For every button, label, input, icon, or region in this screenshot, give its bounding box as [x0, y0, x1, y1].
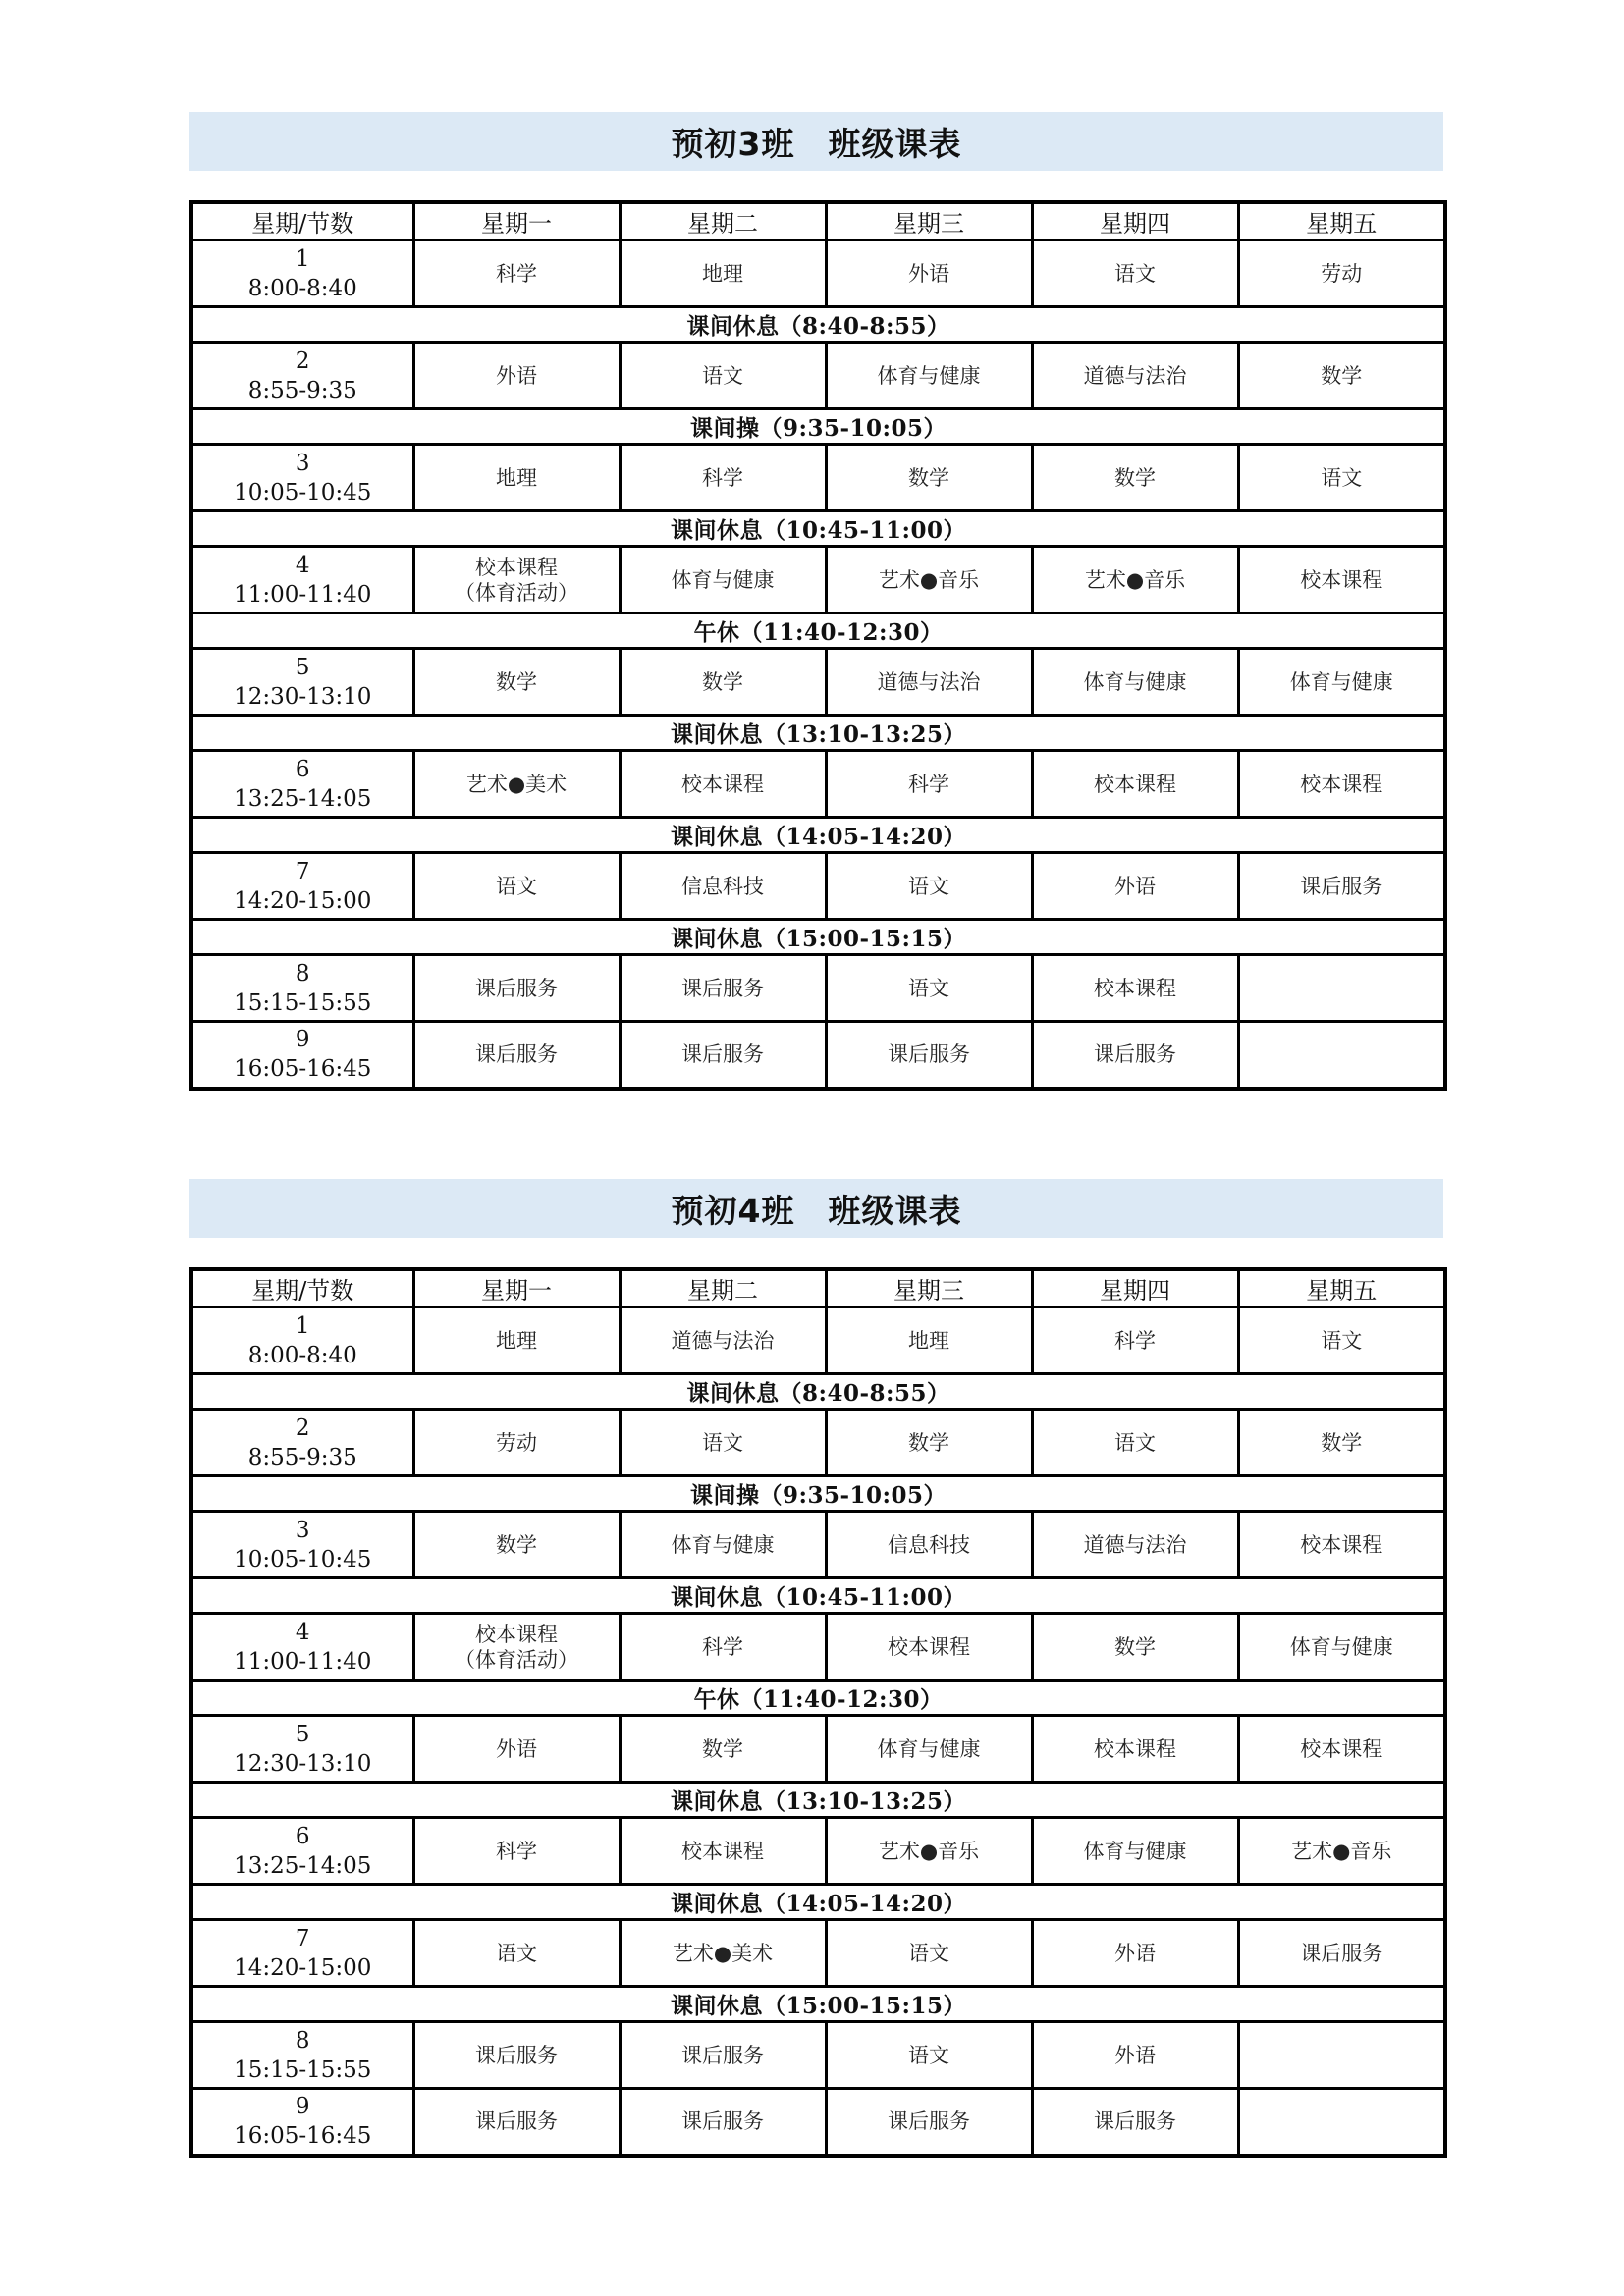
- subject-cell: 艺术●音乐: [1032, 547, 1238, 614]
- period-number: 8: [295, 2027, 310, 2054]
- header-row: [191, 1269, 1445, 1308]
- break-label: 课间休息（15:00-15:15）: [191, 920, 1445, 955]
- period-time: 8:00-8:40: [247, 1342, 357, 1368]
- subject-cell: 语文: [826, 2022, 1032, 2089]
- period-row: [191, 445, 1445, 511]
- period-row: [191, 853, 1445, 920]
- period-cell: [191, 240, 413, 307]
- break-label: 课间操（9:35-10:05）: [191, 1476, 1445, 1512]
- subject-cell: 外语: [1032, 853, 1238, 920]
- subject-cell: 课后服务: [620, 1022, 826, 1089]
- subject-cell: 数学: [1032, 445, 1238, 511]
- period-time: 10:05-10:45: [234, 479, 372, 506]
- subject-cell: 语文: [1032, 240, 1238, 307]
- period-number: 6: [295, 1823, 310, 1849]
- period-number: 2: [295, 347, 310, 374]
- subject-cell: 语文: [620, 343, 826, 409]
- subject-cell: [1238, 2089, 1445, 2156]
- subject-cell: 课后服务: [826, 1022, 1032, 1089]
- subject-cell: 校本课程: [1032, 1716, 1238, 1783]
- subject-cell: 数学: [826, 1410, 1032, 1476]
- period-number: 7: [295, 1925, 310, 1951]
- subject-cell: 道德与法治: [826, 649, 1032, 716]
- period-number: 9: [295, 2094, 310, 2120]
- period-cell: [191, 751, 413, 818]
- subject-cell: 艺术●音乐: [1238, 1818, 1445, 1885]
- break-label: 午休（11:40-12:30）: [191, 614, 1445, 649]
- subject-cell: 外语: [413, 343, 620, 409]
- period-cell: [191, 1614, 413, 1681]
- period-time: 8:55-9:35: [247, 377, 357, 403]
- header-day: 星期三: [826, 1269, 1032, 1308]
- subject-cell: 外语: [1032, 1920, 1238, 1987]
- break-label: 课间休息（8:40-8:55）: [191, 1374, 1445, 1410]
- period-time: 15:15-15:55: [234, 989, 372, 1016]
- period-row: [191, 1512, 1445, 1578]
- subject-cell: 课后服务: [620, 955, 826, 1022]
- break-row: [191, 511, 1445, 547]
- subject-cell: 信息科技: [620, 853, 826, 920]
- period-time: 14:20-15:00: [234, 1954, 372, 1981]
- break-label: 课间休息（13:10-13:25）: [191, 1783, 1445, 1818]
- subject-cell: 道德与法治: [1032, 343, 1238, 409]
- break-row: [191, 614, 1445, 649]
- subject-cell: 体育与健康: [620, 547, 826, 614]
- period-cell: [191, 955, 413, 1022]
- period-row: [191, 2089, 1445, 2156]
- subject-cell: 体育与健康: [1032, 1818, 1238, 1885]
- period-number: 1: [295, 1312, 310, 1339]
- period-time: 16:05-16:45: [234, 1056, 372, 1083]
- period-row: [191, 240, 1445, 307]
- subject-cell: 劳动: [1238, 240, 1445, 307]
- period-cell: [191, 445, 413, 511]
- timetable-class-3: [189, 112, 1443, 1091]
- break-row: [191, 920, 1445, 955]
- subject-cell: 语文: [413, 1920, 620, 1987]
- header-day: 星期一: [413, 202, 620, 240]
- timetable-class-4: [189, 1179, 1443, 2158]
- subject-cell: 科学: [1032, 1308, 1238, 1374]
- subject-cell: 语文: [826, 1920, 1032, 1987]
- subject-cell: 外语: [1032, 2022, 1238, 2089]
- period-number: 4: [295, 1619, 310, 1645]
- period-row: [191, 1818, 1445, 1885]
- period-row: [191, 1716, 1445, 1783]
- subject-cell: 课后服务: [1032, 2089, 1238, 2156]
- subject-cell: 数学: [620, 649, 826, 716]
- header-day: 星期一: [413, 1269, 620, 1308]
- subject-cell: 校本课程: [1032, 751, 1238, 818]
- break-row: [191, 1476, 1445, 1512]
- subject-cell: 地理: [413, 1308, 620, 1374]
- period-row: [191, 649, 1445, 716]
- period-number: 5: [295, 1721, 310, 1747]
- timetable-title: 预初3班 班级课表: [189, 112, 1443, 171]
- schedule-grid: [189, 200, 1447, 1091]
- subject-cell: 校本课程: [620, 1818, 826, 1885]
- period-row: [191, 955, 1445, 1022]
- header-row: [191, 202, 1445, 240]
- period-time: 13:25-14:05: [234, 785, 372, 812]
- subject-cell: 课后服务: [413, 955, 620, 1022]
- subject-cell: 语文: [826, 853, 1032, 920]
- subject-cell: 课后服务: [1238, 853, 1445, 920]
- break-label: 课间休息（14:05-14:20）: [191, 1885, 1445, 1920]
- period-cell: [191, 1512, 413, 1578]
- schedule-grid: [189, 1267, 1447, 2158]
- break-label: 课间休息（10:45-11:00）: [191, 511, 1445, 547]
- subject-cell: 数学: [1238, 1410, 1445, 1476]
- subject-cell: 数学: [826, 445, 1032, 511]
- subject-cell: 劳动: [413, 1410, 620, 1476]
- subject-cell: 校本课程: [620, 751, 826, 818]
- break-row: [191, 818, 1445, 853]
- subject-cell: 体育与健康: [1032, 649, 1238, 716]
- break-row: [191, 1681, 1445, 1716]
- header-weekday-period: 星期/节数: [191, 1269, 413, 1308]
- period-number: 8: [295, 960, 310, 987]
- break-row: [191, 1374, 1445, 1410]
- break-row: [191, 1987, 1445, 2022]
- subject-cell: 校本课程: [1238, 1512, 1445, 1578]
- break-row: [191, 409, 1445, 445]
- header-day: 星期四: [1032, 202, 1238, 240]
- subject-cell: 道德与法治: [620, 1308, 826, 1374]
- period-cell: [191, 2022, 413, 2089]
- subject-cell: 课后服务: [413, 1022, 620, 1089]
- break-label: 课间休息（15:00-15:15）: [191, 1987, 1445, 2022]
- subject-cell: 语文: [1032, 1410, 1238, 1476]
- period-row: [191, 751, 1445, 818]
- header-day: 星期二: [620, 1269, 826, 1308]
- subject-cell: 课后服务: [826, 2089, 1032, 2156]
- period-row: [191, 1920, 1445, 1987]
- subject-cell: [1238, 1022, 1445, 1089]
- subject-cell: 科学: [620, 445, 826, 511]
- header-day: 星期二: [620, 202, 826, 240]
- subject-cell: 数学: [620, 1716, 826, 1783]
- subject-cell: 体育与健康: [826, 343, 1032, 409]
- subject-cell: 课后服务: [620, 2022, 826, 2089]
- subject-cell: 语文: [826, 955, 1032, 1022]
- subject-cell: 体育与健康: [826, 1716, 1032, 1783]
- header-day: 星期三: [826, 202, 1032, 240]
- subject-cell: 地理: [620, 240, 826, 307]
- subject-cell: 信息科技: [826, 1512, 1032, 1578]
- period-cell: [191, 2089, 413, 2156]
- header-day: 星期五: [1238, 202, 1445, 240]
- break-row: [191, 307, 1445, 343]
- header-day: 星期五: [1238, 1269, 1445, 1308]
- subject-cell: 课后服务: [413, 2089, 620, 2156]
- period-cell: [191, 547, 413, 614]
- period-cell: [191, 1022, 413, 1089]
- break-label: 课间操（9:35-10:05）: [191, 409, 1445, 445]
- period-time: 8:55-9:35: [247, 1444, 357, 1470]
- break-label: 课间休息（8:40-8:55）: [191, 307, 1445, 343]
- break-row: [191, 716, 1445, 751]
- break-label: 课间休息（14:05-14:20）: [191, 818, 1445, 853]
- period-row: [191, 1022, 1445, 1089]
- subject-cell: 语文: [1238, 1308, 1445, 1374]
- period-time: 13:25-14:05: [234, 1852, 372, 1879]
- period-row: [191, 2022, 1445, 2089]
- subject-cell: 艺术●美术: [413, 751, 620, 818]
- subject-cell: 科学: [826, 751, 1032, 818]
- subject-cell: 数学: [413, 1512, 620, 1578]
- subject-cell: 校本课程: [1238, 1716, 1445, 1783]
- subject-cell: 外语: [826, 240, 1032, 307]
- period-number: 1: [295, 245, 310, 272]
- subject-cell: 艺术●音乐: [826, 547, 1032, 614]
- subject-cell: 科学: [413, 240, 620, 307]
- subject-cell: 课后服务: [1238, 1920, 1445, 1987]
- subject-cell: 道德与法治: [1032, 1512, 1238, 1578]
- period-cell: [191, 343, 413, 409]
- subject-cell: 校本课程 （体育活动）: [413, 547, 620, 614]
- subject-cell: [1238, 955, 1445, 1022]
- subject-cell: 外语: [413, 1716, 620, 1783]
- subject-cell: 语文: [620, 1410, 826, 1476]
- period-row: [191, 1308, 1445, 1374]
- subject-cell: 语文: [413, 853, 620, 920]
- period-time: 16:05-16:45: [234, 2123, 372, 2150]
- period-row: [191, 343, 1445, 409]
- subject-cell: 体育与健康: [620, 1512, 826, 1578]
- subject-cell: 校本课程: [826, 1614, 1032, 1681]
- period-number: 7: [295, 858, 310, 884]
- period-cell: [191, 1818, 413, 1885]
- break-label: 课间休息（10:45-11:00）: [191, 1578, 1445, 1614]
- period-row: [191, 547, 1445, 614]
- break-row: [191, 1783, 1445, 1818]
- period-row: [191, 1614, 1445, 1681]
- period-cell: [191, 649, 413, 716]
- subject-cell: 科学: [413, 1818, 620, 1885]
- break-row: [191, 1885, 1445, 1920]
- period-cell: [191, 1920, 413, 1987]
- period-time: 12:30-13:10: [234, 683, 372, 710]
- header-day: 星期四: [1032, 1269, 1238, 1308]
- period-number: 3: [295, 1517, 310, 1543]
- subject-cell: 语文: [1238, 445, 1445, 511]
- timetable-title: 预初4班 班级课表: [189, 1179, 1443, 1238]
- break-label: 午休（11:40-12:30）: [191, 1681, 1445, 1716]
- period-cell: [191, 1410, 413, 1476]
- period-time: 10:05-10:45: [234, 1546, 372, 1573]
- period-time: 11:00-11:40: [234, 581, 372, 608]
- period-row: [191, 1410, 1445, 1476]
- period-time: 11:00-11:40: [234, 1648, 372, 1675]
- period-number: 6: [295, 756, 310, 782]
- subject-cell: 校本课程: [1032, 955, 1238, 1022]
- period-time: 15:15-15:55: [234, 2056, 372, 2083]
- period-time: 12:30-13:10: [234, 1750, 372, 1777]
- subject-cell: 地理: [826, 1308, 1032, 1374]
- subject-cell: 校本课程: [1238, 547, 1445, 614]
- subject-cell: 校本课程 （体育活动）: [413, 1614, 620, 1681]
- header-weekday-period: 星期/节数: [191, 202, 413, 240]
- subject-cell: 校本课程: [1238, 751, 1445, 818]
- subject-cell: 课后服务: [1032, 1022, 1238, 1089]
- period-number: 3: [295, 450, 310, 476]
- subject-cell: 课后服务: [620, 2089, 826, 2156]
- subject-cell: 科学: [620, 1614, 826, 1681]
- break-row: [191, 1578, 1445, 1614]
- subject-cell: 数学: [413, 649, 620, 716]
- subject-cell: 艺术●音乐: [826, 1818, 1032, 1885]
- subject-cell: 数学: [1032, 1614, 1238, 1681]
- subject-cell: [1238, 2022, 1445, 2089]
- period-time: 14:20-15:00: [234, 887, 372, 914]
- period-number: 2: [295, 1415, 310, 1441]
- subject-cell: 艺术●美术: [620, 1920, 826, 1987]
- period-number: 9: [295, 1027, 310, 1053]
- period-cell: [191, 853, 413, 920]
- period-cell: [191, 1716, 413, 1783]
- subject-cell: 课后服务: [413, 2022, 620, 2089]
- period-time: 8:00-8:40: [247, 275, 357, 301]
- subject-cell: 数学: [1238, 343, 1445, 409]
- subject-cell: 体育与健康: [1238, 1614, 1445, 1681]
- break-label: 课间休息（13:10-13:25）: [191, 716, 1445, 751]
- period-number: 5: [295, 654, 310, 680]
- period-cell: [191, 1308, 413, 1374]
- period-number: 4: [295, 552, 310, 578]
- subject-cell: 体育与健康: [1238, 649, 1445, 716]
- subject-cell: 地理: [413, 445, 620, 511]
